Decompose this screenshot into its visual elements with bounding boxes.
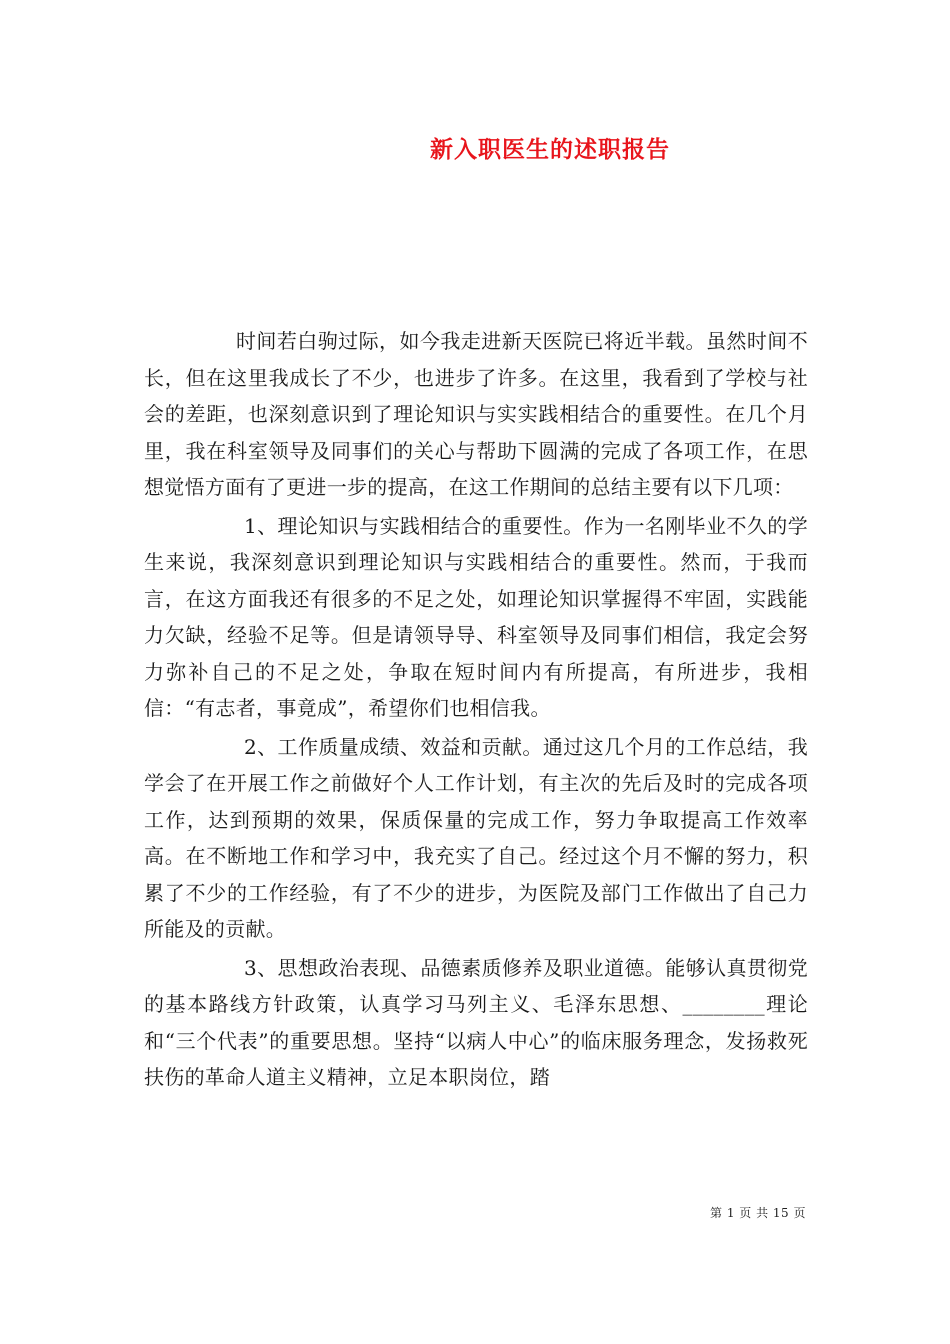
paragraph-item-1: 1、理论知识与实践相结合的重要性。作为一名刚毕业不久的学生来说，我深刻意识到理论知识与实践相结合的重要性。然而，于我而言，在这方面我还有很多的不足之处，如理论知识掌握得不牢固，实践能力欠缺，经验不足等。但是请领导导、科室领导及同事们相信，我定会努力弥补自己的不足之处，争取在短时间内有所提高，有所进步，我相信：“有志者，事竟成”，希望你们也相信我。	[144, 513, 808, 720]
paragraph-intro: 时间若白驹过际，如今我走进新天医院已将近半载。虽然时间不长，但在这里我成长了不少，也进步了许多。在这里，我看到了学校与社会的差距，也深刻意识到了理论知识与实实践相结合的重要性。在几个月里，我在科室领导及同事们的关心与帮助下圆满的完成了各项工作，在思想觉悟方面有了更进一步的提高，在这工作期间的总结主要有以下几项：	[144, 329, 808, 499]
paragraph-item-3: 3、思想政治表现、品德素质修养及职业道德。能够认真贯彻党的基本路线方针政策，认真学习马列主义、毛泽东思想、________理论和“三个代表”的重要思想。坚持“以病人中心”的临床服务理念，发扬救死扶伤的革命人道主义精神，立足本职岗位，踏	[144, 955, 808, 1089]
document-title: 新入职医生的述职报告	[430, 136, 670, 163]
page-number-footer: 第 1 页 共 15 页	[710, 1206, 806, 1220]
paragraph-item-2: 2、工作质量成绩、效益和贡献。通过这几个月的工作总结，我学会了在开展工作之前做好个人工作计划，有主次的先后及时的完成各项工作，达到预期的效果，保质保量的完成工作，努力争取提高工作效率高。在不断地工作和学习中，我充实了自己。经过这个月不懈的努力，积累了不少的工作经验，有了不少的进步，为医院及部门工作做出了自己力所能及的贡献。	[144, 734, 808, 941]
document-body	[144, 323, 808, 1096]
